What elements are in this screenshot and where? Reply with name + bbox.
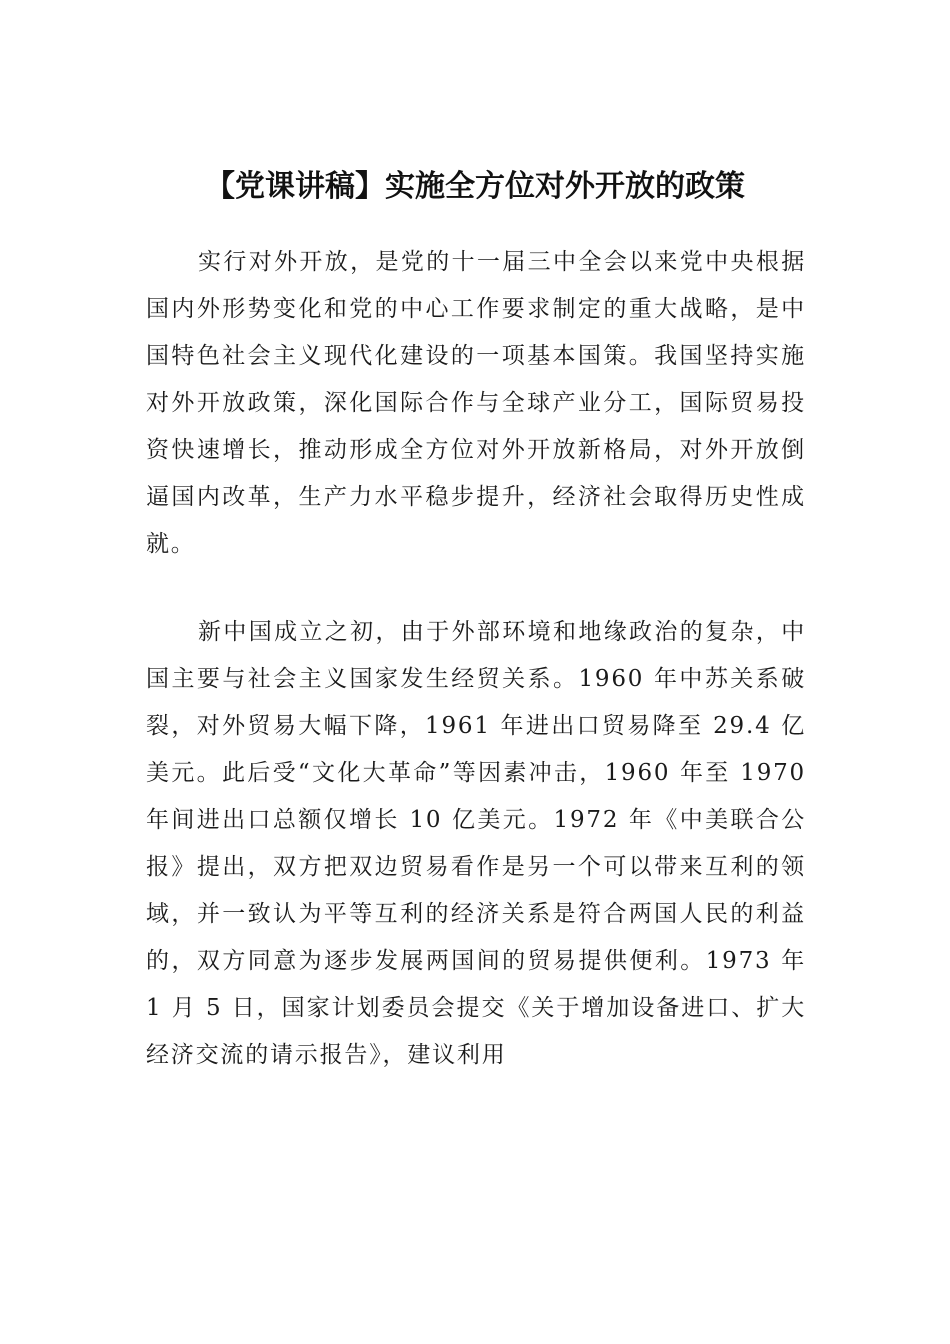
document-title: 【党课讲稿】实施全方位对外开放的政策 (205, 169, 745, 204)
paragraph-early-history: 新中国成立之初，由于外部环境和地缘政治的复杂，中国主要与社会主义国家发生经贸关系。1960 年中苏关系破裂，对外贸易大幅下降，1961 年进出口贸易降至 29.4 亿美元。此后受“文化大革命”等因素冲击，1960 年至 1970 年间进出口总额仅增长 10 亿美元。1972 年《中美联合公报》提出，双方把双边贸易看作是另一个可以带来互利的领域，并一致认为平等互利的经济关系是符合两国人民的利益的，双方同意为逐步发展两国间的贸易提供便利。1973 年 1 月 5 日，国家计划委员会提交《关于增加设备进口、扩大经济交流的请示报告》，建议利用 (146, 619, 806, 1068)
paragraph-opening-policy: 实行对外开放，是党的十一届三中全会以来党中央根据国内外形势变化和党的中心工作要求制定的重大战略，是中国特色社会主义现代化建设的一项基本国策。我国坚持实施对外开放政策，深化国际合作与全球产业分工，国际贸易投资快速增长，推动形成全方位对外开放新格局，对外开放倒逼国内改革，生产力水平稳步提升，经济社会取得历史性成就。 (146, 249, 806, 557)
